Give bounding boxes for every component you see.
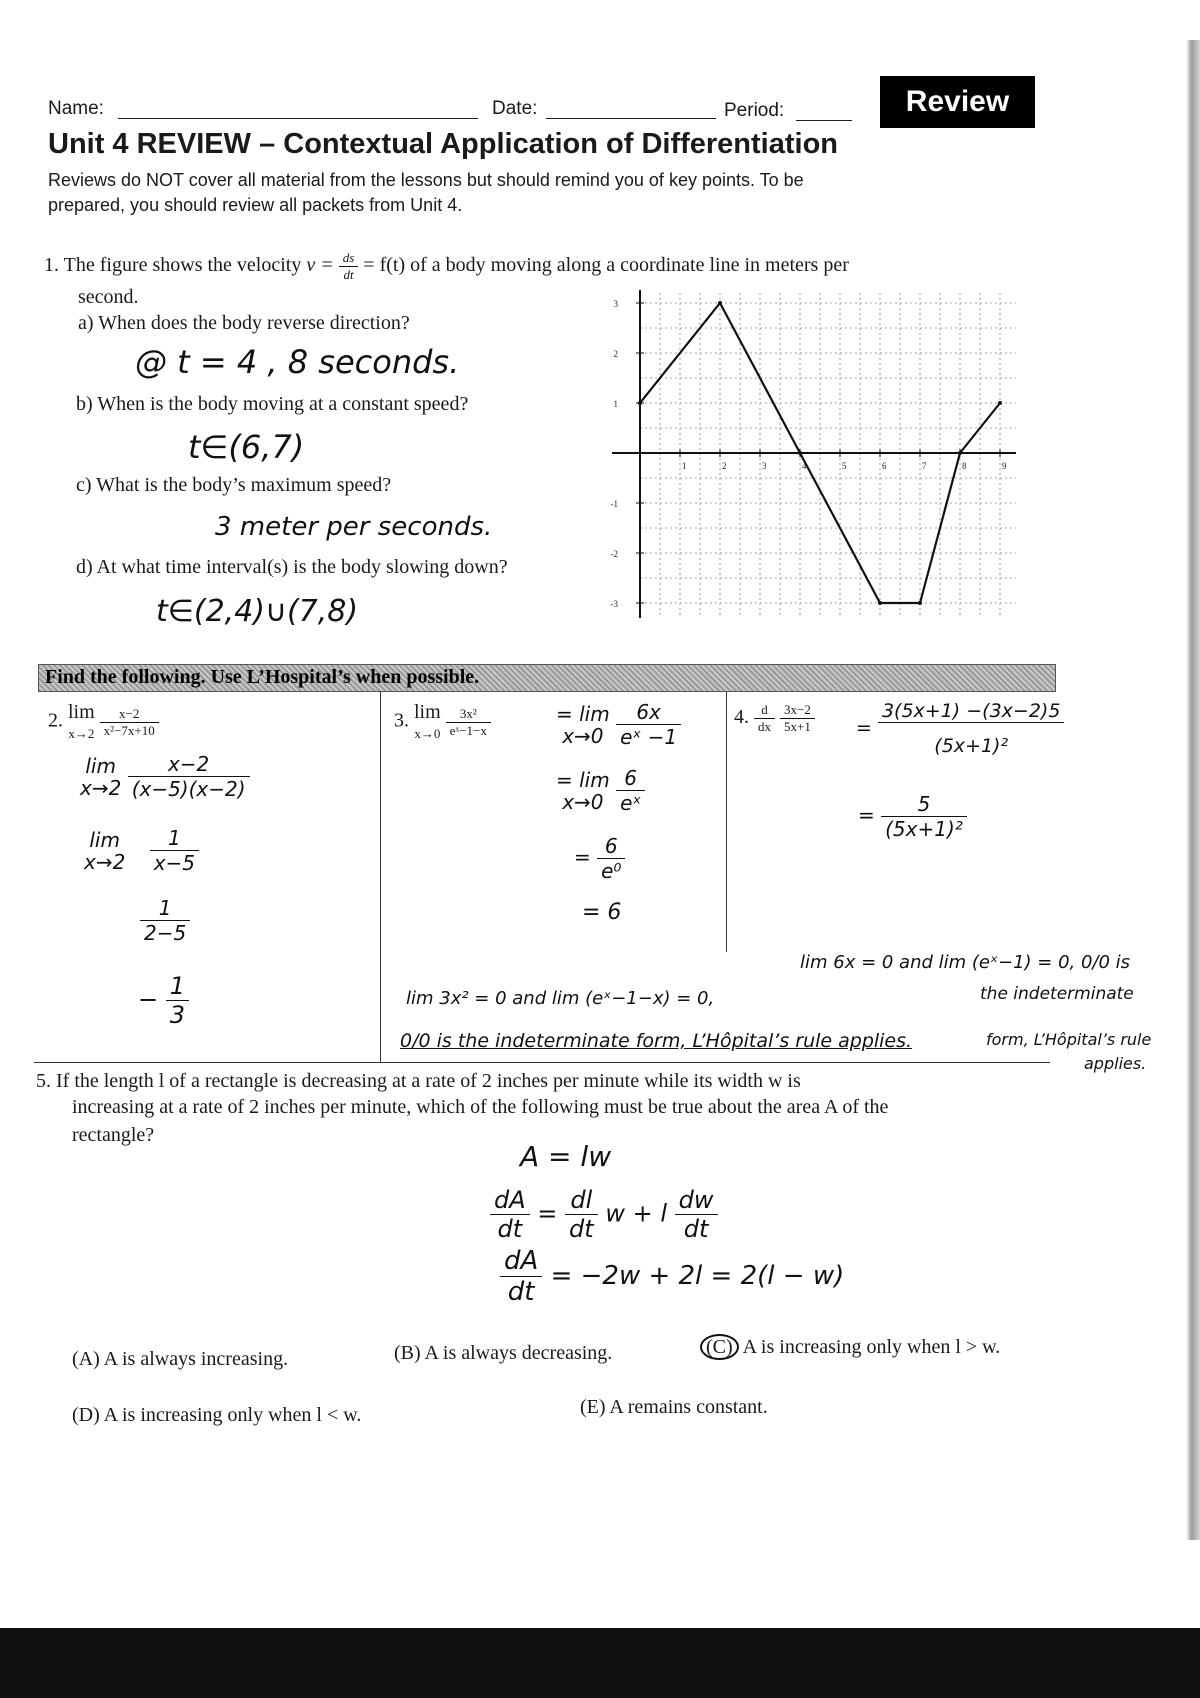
q2-problem [48,702,159,742]
x-tick-label: 5 [842,461,847,471]
choice-a: (A) A is always increasing. [72,1348,289,1370]
q5-w2-eq: = [537,1199,558,1228]
q1a-question: a) When does the body reverse direction? [78,312,410,334]
q3-w3-num: 6 [597,834,625,859]
q2-answer-sign: − [138,985,159,1014]
q3-w3-eq: = [574,845,591,869]
x-tick-label: 6 [882,461,887,471]
q4-w1-num: 3(5x+1) −(3x−2)5 [878,700,1064,723]
q2-w3-frac [140,896,190,945]
q2-w2-lim: lim [89,827,120,852]
q4-w2-eq: = [858,803,875,827]
q1a-answer: @ t = 4 , 8 seconds. [135,343,460,381]
q5-work-2 [490,1186,718,1243]
q4-w2-num: 5 [881,792,967,817]
y-tick-label: 3 [613,299,618,309]
q4-ddx [754,702,775,735]
velocity-point [958,451,962,455]
q1-dt: dt [343,267,354,282]
q5-line-1-text: If the length l of a rectangle is decreasing at a rate of 2 inches per minute while its width w is [56,1070,801,1092]
q2-answer-frac [166,972,189,1029]
q3-fraction [446,706,491,739]
x-tick-label: 1 [682,461,687,471]
choice-b: (B) A is always decreasing. [394,1342,613,1364]
q5-work-1: A = lw [520,1140,612,1173]
q3-num: 3x² [446,706,491,723]
q3-work-2 [556,766,645,815]
q1-ds-dt [339,250,359,283]
q3-w3-frac [597,834,625,883]
q2-fraction [100,706,159,739]
q5-w2-a [565,1186,598,1243]
q1-stem [44,250,849,283]
q2-w2-sub: x→2 [84,849,126,874]
q5-w2-lhs-den: dt [497,1215,523,1243]
q3-w1-frac [616,700,681,749]
q2-w2-frac [150,826,199,875]
q4-note-1: lim 6x = 0 and lim (eˣ−1) = 0, 0/0 is [800,952,1131,973]
q5-w2-a-den: dt [569,1215,594,1243]
q3-w2-frac [616,766,645,815]
q1c-answer: 3 meter per seconds. [215,512,493,542]
q5-w2-lhs [490,1186,530,1243]
q1-stem-b: = f(t) of a body moving along a coordinate line in meters per [363,254,849,277]
q3-work-1 [556,700,681,749]
q3-problem [394,702,491,742]
q4-w1-frac [878,700,1064,757]
divider-q5 [34,1062,1050,1063]
q3-w1-num: 6x [616,700,681,725]
date-line [546,118,716,119]
q3-w1-eq: = lim [556,701,610,726]
q5-w2-b-den: dt [683,1215,709,1243]
velocity-point [798,451,802,455]
q5-line-1 [36,1070,801,1093]
y-tick-label: 2 [613,349,618,359]
q5-line-2: increasing at a rate of 2 inches per minute, which of the following must be true about the area A of the [72,1096,889,1118]
velocity-point [878,601,882,605]
q5-number: 5. [36,1070,51,1092]
q5-w3-den: dt [507,1277,535,1307]
velocity-point [998,401,1002,405]
q4-fraction [780,702,815,735]
intro-line-2: prepared, you should review all packets from Unit 4. [48,195,463,215]
q3-lim-sub: x→0 [414,726,441,741]
q3-w1-den: eˣ −1 [620,725,678,749]
q3-note-2: 0/0 is the indeterminate form, L’Hôpital’s rule applies. [400,1030,913,1052]
q5-w2-lhs-num: dA [490,1186,530,1215]
velocity-graph [606,290,1016,636]
q2-work-1 [80,752,250,801]
velocity-point [718,301,722,305]
q4-note-4: applies. [1084,1054,1147,1073]
q3-answer: = 6 [582,900,622,925]
banner-text: Find the following. Use L’Hospital’s when possible. [45,666,480,688]
q2-answer-den: 3 [169,1001,186,1029]
choice-c-text: A is increasing only when l > w. [742,1336,1001,1358]
q5-w2-b-num: dw [675,1186,718,1215]
q2-w2-den: x−5 [153,851,196,875]
q5-line-3: rectangle? [72,1124,155,1146]
q3-w2-num: 6 [616,766,645,791]
choice-c [700,1336,1000,1359]
q3-work-3 [574,834,625,883]
q3-number: 3. [394,709,409,732]
q2-w1-lim: lim [85,753,116,778]
q4-note-2: the indeterminate [980,984,1134,1004]
q4-d: d [754,702,775,719]
q2-answer-num: 1 [166,972,189,1001]
section-banner [38,664,1056,692]
q1c-question: c) What is the body’s maximum speed? [76,474,392,496]
velocity-point [918,601,922,605]
x-tick-label: 7 [922,461,927,471]
x-tick-label: 2 [722,461,727,471]
y-tick-label: 1 [613,399,618,409]
q5-w3-num: dA [500,1246,542,1277]
q4-problem [734,702,815,735]
q3-note-1: lim 3x² = 0 and lim (eˣ−1−x) = 0, [406,988,715,1009]
divider-col-2 [726,692,727,952]
x-tick-label: 9 [1002,461,1007,471]
x-tick-label: 4 [802,461,807,471]
q2-w1-frac [128,752,250,801]
q4-w1-den: (5x+1)² [934,735,1009,757]
q1-stem-c: second. [78,286,139,308]
q3-w2-eq: = lim [556,767,610,792]
q5-w2-b [675,1186,718,1243]
period-label: Period: [724,100,785,121]
choice-c-circled-letter: (C) [700,1334,739,1360]
q2-w3-num: 1 [140,896,190,921]
choice-d: (D) A is increasing only when l < w. [72,1404,362,1426]
q3-w2-den: eˣ [620,791,642,815]
divider-col-1 [380,692,381,1062]
q3-w1-sub: x→0 [562,723,604,748]
q2-work-2 [84,826,199,875]
q3-lim: lim [414,701,441,723]
q1-stem-v: v = [306,254,334,277]
q1-ds: ds [339,250,359,267]
q5-w2-a-num: dl [565,1186,598,1215]
q2-answer [138,972,189,1029]
velocity-point [638,401,642,405]
q1b-answer: t∈(6,7) [188,428,305,466]
q4-den: 5x+1 [784,719,811,734]
choice-e: (E) A remains constant. [580,1396,768,1418]
q3-w3-den: e⁰ [601,859,622,883]
q4-num: 3x−2 [780,702,815,719]
q2-den: x²−7x+10 [103,722,155,738]
name-label: Name: [48,98,104,119]
q1d-answer: t∈(2,4)∪(7,8) [156,594,359,629]
q4-work-2 [858,792,967,841]
q2-number: 2. [48,709,63,732]
q2-w1-den: (x−5)(x−2) [131,777,246,801]
q5-w3-frac [500,1246,542,1307]
q4-work-1 [856,700,1064,757]
q2-num: x−2 [100,706,159,723]
y-tick-label: -2 [610,549,618,559]
x-tick-label: 3 [762,461,767,471]
date-label: Date: [492,98,538,119]
scan-edge-shadow [1186,40,1200,1540]
q1-stem-a: The figure shows the velocity [63,254,302,277]
q5-work-3 [500,1246,844,1307]
q5-w3-rest: = −2w + 2l = 2(l − w) [550,1261,845,1291]
name-line [118,118,478,119]
q4-w2-frac [881,792,967,841]
q1b-question: b) When is the body moving at a constant speed? [76,393,469,415]
period-line [796,120,852,121]
q2-work-3 [140,896,190,945]
review-badge: Review [880,76,1035,128]
q3-w2-sub: x→0 [562,789,604,814]
q4-w1-eq: = [856,717,872,739]
q2-w1-num: x−2 [128,752,250,777]
q4-dx: dx [758,719,771,734]
q5-w2-mid: w + l [605,1199,668,1228]
x-tick-label: 8 [962,461,967,471]
q2-lim: lim [68,701,95,723]
q4-number: 4. [734,706,749,729]
y-tick-label: -1 [610,499,618,509]
q1-number: 1. [44,254,59,277]
q2-lim-sub: x→2 [68,726,95,741]
q2-w2-num: 1 [150,826,199,851]
q2-w1-sub: x→2 [80,775,122,800]
q1d-question: d) At what time interval(s) is the body slowing down? [76,556,508,578]
y-tick-label: -3 [610,599,618,609]
q3-den: eˣ−1−x [449,722,487,738]
scan-bottom-edge [0,1628,1200,1698]
q4-note-3: form, L’Hôpital’s rule [986,1030,1152,1049]
q2-w3-den: 2−5 [144,921,187,945]
q4-w2-den: (5x+1)² [885,817,963,841]
page-title: Unit 4 REVIEW – Contextual Application of Differentiation [48,128,839,160]
intro-line-1: Reviews do NOT cover all material from the lessons but should remind you of key points. To be [48,170,804,190]
